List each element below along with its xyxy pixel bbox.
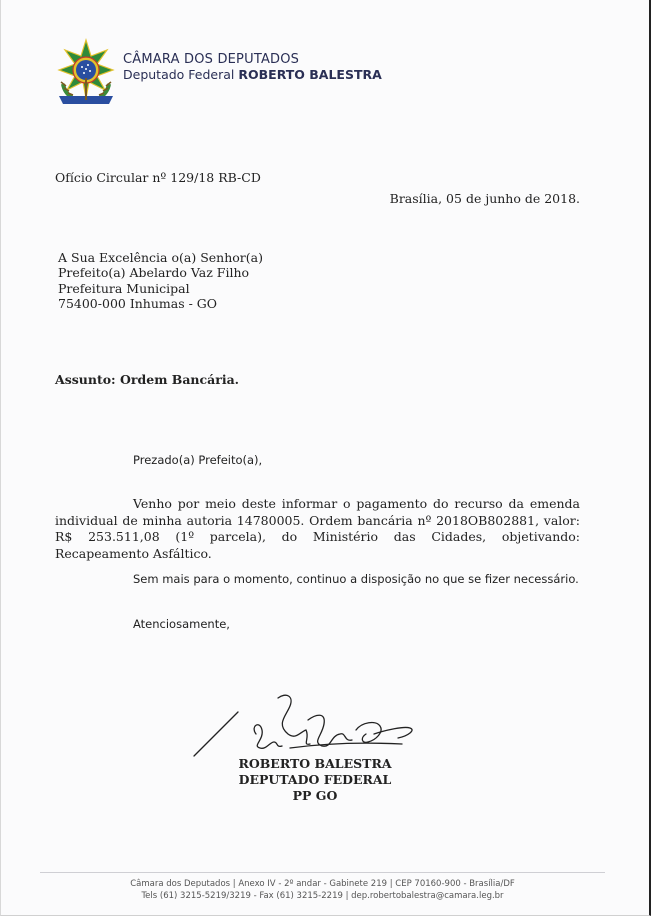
recipient-line-1: A Sua Excelência o(a) Senhor(a)	[58, 250, 263, 265]
salutation: Prezado(a) Prefeito(a),	[133, 453, 263, 467]
closing: Atenciosamente,	[133, 617, 230, 631]
brazil-coat-of-arms-icon	[55, 38, 117, 106]
letterhead	[123, 52, 382, 82]
role-prefix: Deputado Federal	[123, 67, 235, 82]
body-paragraph: Venho por meio deste informar o pagamento do recurso da emenda individual de minha autoria 14780005. Ordem bancária nº 2018OB802881, valor: R$ 253.511,08 (1º parcela), do Ministério das Cidades, objetivando: Recapeamento Asfáltico.	[55, 496, 580, 561]
place-date: Brasília, 05 de junho de 2018.	[389, 191, 580, 206]
institution-name: CÂMARA DOS DEPUTADOS	[123, 52, 300, 67]
signer-name: ROBERTO BALESTRA	[238, 756, 392, 771]
handwritten-signature	[190, 690, 420, 760]
recipient-line-4: 75400-000 Inhumas - GO	[58, 296, 218, 311]
document-reference: Ofício Circular nº 129/18 RB-CD	[55, 170, 261, 185]
deputy-name: ROBERTO BALESTRA	[238, 67, 382, 82]
footer-contacts: Tels (61) 3215-5219/3219 - Fax (61) 3215-2219 | dep.robertobalestra@camara.leg.br	[141, 891, 504, 901]
recipient-line-2: Prefeito(a) Abelardo Vaz Filho	[58, 265, 250, 280]
footer-address: Câmara dos Deputados | Anexo IV - 2º andar - Gabinete 219 | CEP 70160-900 - Brasília/DF	[130, 879, 515, 889]
subject-line: Assunto: Ordem Bancária.	[55, 372, 240, 387]
footer-divider	[40, 872, 605, 873]
signer-party: PP GO	[292, 788, 338, 803]
signer-title: DEPUTADO FEDERAL	[238, 772, 392, 787]
closing-note: Sem mais para o momento, continuo a disposição no que se fizer necessário.	[133, 572, 579, 586]
deputy-line	[123, 67, 382, 82]
recipient-line-3: Prefeitura Municipal	[58, 281, 190, 296]
